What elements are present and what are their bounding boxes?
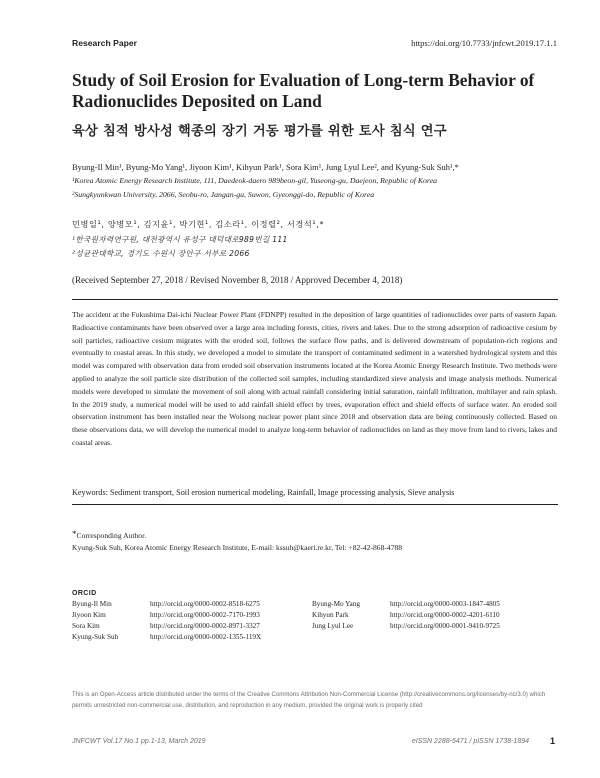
corresponding-label: Corresponding Author.: [76, 531, 147, 540]
page-number: 1: [549, 736, 555, 746]
issn: eISSN 2288-5471 / pISSN 1738-1894: [411, 738, 529, 745]
orcid-url[interactable]: http://orcid.org/0000-0003-1847-4805: [390, 600, 500, 608]
orcid-name: Byung-Il Min: [72, 600, 112, 608]
title-korean: 육상 침적 방사성 핵종의 장기 거동 평가를 위한 토사 침식 연구: [72, 124, 447, 139]
orcid-url[interactable]: http://orcid.org/0000-0001-9410-9725: [390, 622, 500, 630]
page-footer: [72, 736, 555, 750]
journal-citation: JNFCWT Vol.17 No.1 pp.1-13, March 2019: [72, 738, 206, 745]
article-type-label: Research Paper: [72, 38, 137, 48]
orcid-url[interactable]: http://orcid.org/0000-0002-7170-1993: [150, 611, 260, 619]
orcid-heading: ORCID: [72, 590, 97, 597]
abstract-bottom-rule: [72, 504, 558, 505]
received-dates: (Received September 27, 2018 / Revised November 8, 2018 / Approved December 4, 2018): [72, 275, 403, 285]
orcid-name: Jiyoon Kim: [72, 611, 106, 619]
orcid-url[interactable]: http://orcid.org/0000-0002-8518-6275: [150, 600, 260, 608]
page-header: [72, 38, 557, 54]
author-list-korean: 민병일¹, 양병모¹, 김지윤¹, 박기현¹, 김소라¹, 이정렬², 서경석¹,*: [72, 219, 325, 229]
orcid-url[interactable]: http://orcid.org/0000-0002-8971-3327: [150, 622, 260, 630]
affiliation-2-english: ²Sungkyunkwan University, 2066, Seobu-ro, Jangan-gu, Suwon, Gyeonggi-do, Republic of Korea: [72, 190, 375, 199]
abstract-text: The accident at the Fukushima Dai-ichi Nuclear Power Plant (FDNPP) resulted in the deposition of large quantities of radionuclides over parts of eastern Japan. Radioactive contaminants have been observed over a large area including forests, cities, rivers and lakes. Due to the strong adsorption of radioactive cesium by soil particles, radioactive cesium migrates with the eroded soil, follows the surface flow paths, and is delivered downstream of population-rich regions and eventually to coastal areas. In this study, we developed a model to simulate the transport of contaminated sediment in a watershed hydrological system and this model was compared with observation data from eroded soil observation instruments located at the Korea Atomic Energy Research Institute. Two methods were applied to analyze the soil particle size distribution of the collected soil samples, including standardized sieve analysis and image analysis methods. Numerical models were developed to simulate the movement of soil along with actual rainfall considering initial saturation, rainfall infiltration, multilayer and rain splash. In the 2019 study, a numerical model will be used to add rainfall shield effect by trees, evaporation effect and shield effects of surface water. An eroded soil observation instrument has been installed near the Wolsong nuclear power plant since 2018 and observation data are being continuously collected. Based on these observations data, we will develop the numerical model to analyze long-term behavior of radionuclides on land as they move from land to rivers, lakes and coastal areas.: [72, 310, 557, 447]
orcid-name: Jung Lyul Lee: [312, 622, 354, 630]
orcid-name: Byung-Mo Yang: [312, 600, 360, 608]
orcid-name: Kihyun Park: [312, 611, 349, 619]
orcid-url[interactable]: http://orcid.org/0000-0002-1355-119X: [150, 633, 262, 641]
author-list-english: Byung-Il Min¹, Byung-Mo Yang¹, Jiyoon Kim¹, Kihyun Park¹, Sora Kim¹, Jung Lyul Lee², and Kyung-Suk Suh¹,*: [72, 162, 459, 172]
license-notice: This is an Open-Access article distributed under the terms of the Creative Commons Attribution Non-Commercial License (http://creativecommons.org/licenses/by-nc/3.0) which permits unrestricted non-commercial use, distribution, and reproduction in any medium, provided the original work is properly cited: [72, 691, 546, 709]
corresponding-star: *: [72, 529, 77, 539]
keywords: Keywords: Sediment transport, Soil erosion numerical modeling, Rainfall, Image processing analysis, Sieve analysis: [72, 488, 455, 497]
corresponding-author-note: [72, 528, 557, 554]
affiliation-1-korean: ¹한국원자력연구원, 대전광역시 유성구 대덕대로989번길 111: [72, 235, 288, 244]
doi-link[interactable]: https://doi.org/10.7733/jnfcwt.2019.17.1.1: [411, 38, 557, 48]
orcid-name: Kyung-Suk Suh: [72, 633, 119, 641]
corresponding-detail: Kyung-Suk Suh, Korea Atomic Energy Research Institute, E-mail: kssuh@kaeri.re.kr, Tel: +82-42-868-4788: [72, 543, 403, 552]
orcid-name: Sora Kim: [72, 622, 100, 630]
abstract-top-rule: [72, 299, 558, 300]
orcid-url[interactable]: http://orcid.org/0000-0002-4201-6110: [390, 611, 500, 619]
affiliation-2-korean: ²성균관대학교, 경기도 수원시 장안구 서부로 2066: [72, 249, 250, 258]
title-english: Study of Soil Erosion for Evaluation of Long-term Behavior of Radionuclides Deposited on Land: [72, 70, 535, 111]
affiliation-1-english: ¹Korea Atomic Energy Research Institute, 111, Daedeok-daero 989beon-gil, Yuseong-gu, Daejeon, Republic of Korea: [72, 176, 438, 185]
